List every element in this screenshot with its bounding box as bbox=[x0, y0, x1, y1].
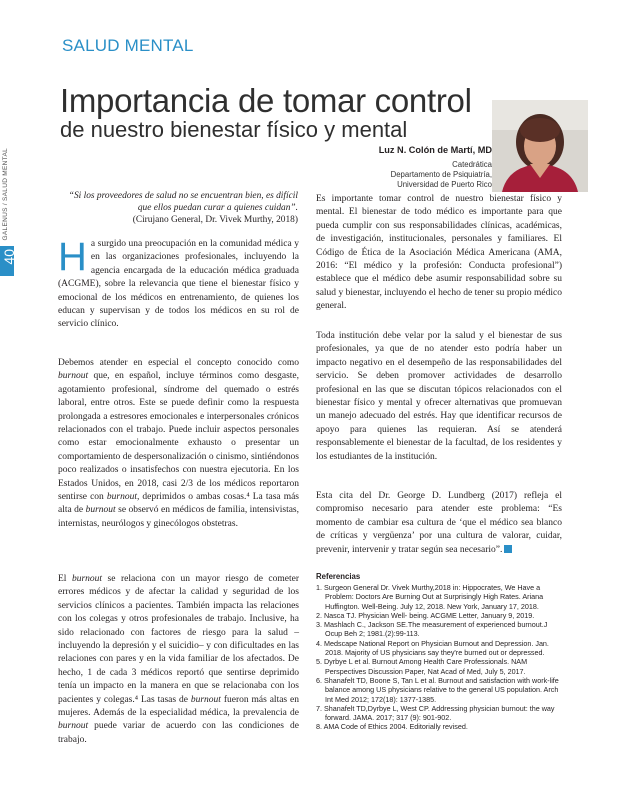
column-2-para-3 bbox=[316, 490, 562, 557]
reference-item: 1. Surgeon General Dr. Vivek Murthy,2018 in: Hippocrates, We Have a Problem: Doctors Are Burning Out at Surprisingly High Rates. Ariana Huffington. Well-Being. July 12, 2018. New York, January 17, 2018. bbox=[316, 583, 544, 611]
end-of-article-icon bbox=[504, 545, 512, 553]
author-institution: Universidad de Puerto Rico bbox=[397, 180, 492, 189]
reference-item: 5. Dyrbye L et al. Burnout Among Health Care Professionals. NAM Perspectives Discussion Paper, Nat Acad of Med, July 5, 2017. bbox=[316, 657, 528, 676]
author-photo bbox=[492, 100, 588, 192]
reference-item: 4. Medscape National Report on Physician Burnout and Depression. Jan. 2018. Majority of US physicians say they're burned out or depressed. bbox=[316, 638, 549, 658]
reference-item: 8. AMA Code of Ethics 2004. Editorially revised. bbox=[316, 722, 468, 732]
reference-item: 3. Mashlach C., Jackson SE.The measurement of experienced burnout.J Ocup Beh 2; 1981.(2):99-113. bbox=[316, 620, 548, 639]
text-run-italic: burnout bbox=[71, 574, 103, 584]
text-run: El bbox=[58, 574, 72, 584]
column-2-para-2: Toda institución debe velar por la salud y el bienestar de sus profesionales, ya que de no atender esto podría haber un impacto negativo en el desempeño de las responsabilidades del servicio. Se deben promover actividades de desarrollo profesional en las que se discutan tópicos relacionados con el bienestar físico y mental y ofrecer alternativas que promuevan un manejo adecuado del estrés. Hay que identificar recursos de apoyo para quienes las requieran. Así se atenderá responsablemente el bienestar de la facultad, de los residentes y los estudiantes de la institución. bbox=[316, 331, 562, 462]
reference-item: 6. Shanafelt TD, Boone S, Tan L et al. Burnout and satisfaction with work-life balance among US physicians relative to the general US population. Arch Int Med 2012; 172(18): 1377-1385. bbox=[316, 675, 559, 704]
author-portrait-icon bbox=[492, 100, 588, 192]
text-run-italic: burnout bbox=[58, 721, 89, 732]
text-run: fueron más altas en mujeres. Además de la especialidad médica, la prevalencia de bbox=[58, 694, 299, 719]
text-run: se observó en médicos de familia, intensivistas, internistas, neurólogos y ginecólogos obstetras. bbox=[58, 505, 299, 529]
column-1-para-1 bbox=[58, 235, 299, 332]
epigraph-quote bbox=[58, 190, 298, 226]
references-heading: Referencias bbox=[316, 572, 361, 581]
quote-attribution: (Cirujano General, Dr. Vivek Murthy, 2018) bbox=[132, 215, 298, 225]
reference-item: 2. Nasca TJ. Physician Well- being. ACGME Letter, January 9, 2019. bbox=[316, 610, 535, 620]
text-run: , deprimidos o ambas cosas.⁴ La tasa más alta de bbox=[58, 492, 299, 516]
text-run: puede variar de acuerdo con las condiciones de trabajo. bbox=[58, 721, 299, 745]
quote-text: “Si los proveedores de salud no se encuentran bien, es difícil que ellos puedan curar a quienes cuidan”. bbox=[68, 191, 298, 213]
article-subtitle: de nuestro bienestar físico y mental bbox=[60, 117, 408, 142]
references-list bbox=[316, 583, 564, 732]
text-run-italic: burnout bbox=[190, 694, 221, 705]
author-department: Departamento de Psiquiatría, bbox=[390, 170, 492, 179]
text-run-italic: burnout bbox=[58, 371, 89, 382]
section-label: SALUD MENTAL bbox=[62, 36, 194, 55]
column-1-para-3 bbox=[58, 573, 299, 747]
text-run-italic: burnout bbox=[106, 492, 137, 503]
author-name: Luz N. Colón de Martí, MD bbox=[378, 145, 492, 155]
side-running-label: GALENUS / SALUD MENTAL bbox=[2, 148, 9, 241]
text-run: Esta cita del Dr. George D. Lundberg (2017) refleja el compromiso necesario para atender este problema: “Es momento de cambiar esa cultura de ‘que el médico sea blanco de críticas y vergüenza’ por una cultura de valorar, cuidar, prevenir, intervenir y tratar según sea necesario”. bbox=[316, 491, 562, 555]
text-run: se relaciona con un mayor riesgo de cometer errores médicos y de afectar la calidad y seguridad de los servicios clínicos a pacientes. También impacta las relaciones con los colegas y otros profesionales de trabajo. Inclusive, ha sido relacionado con factores de riesgo para la salud –incluyendo la depresión y el suicidio– y con dificultades en las relaciones con pares y en la vida familiar de los afectados. De hecho, 1 de cada 3 médicos reportó que sentirse deprimido tenía un impacto en la manera en que se relacionaba con los pacientes y colegas.⁴ Las tasas de bbox=[58, 574, 300, 705]
reference-item: 7. Shanafelt TD,Dyrbye L, West CP. Addressing physician burnout: the way forward. JAMA. 2017; 317 (9): 901-902. bbox=[316, 703, 555, 723]
column-2-para-1: Es importante tomar control de nuestro bienestar físico y mental. El bienestar de todo médico es importante para que pueda cumplir con sus responsabilidades clínicas, académicas, de investigación, institucionales, personales y familiares. El Código de Ética de la Asociación Médica Americana (AMA, 2016: “El médico y la profesión: Conducta profesional”) establece que el médico debe asumir responsabilidad sobre su salud y bienestar, incluyendo el hecho de tener su propio médico general. bbox=[316, 194, 562, 312]
text-run: que, en español, incluye términos como desgaste, agotamiento profesional, síndrome del quemado o estrés laboral, entre otros. Este se puede definir como la respuesta prolongada a estresores emocionales e interpersonales crónicos relacionados con el trabajo. Puede incluir aspectos personales como estar emocionalmente exhausto o presentar un comportamiento de despersonalización o cinismo, sintiéndonos poco realizados o insatisfechos con nuestra ejecutoria. En los Estados Unidos, en 2018, casi 2/3 de los médicos reportaron sentirse con bbox=[58, 371, 299, 503]
page-number: 40 bbox=[1, 249, 17, 265]
drop-cap: H bbox=[58, 235, 87, 279]
para-text: a surgido una preocupación en la comunidad médica y en las organizaciones profesionales, incluyendo la agencia encargada de la educación médica graduada (ACGME), sobre la relevancia que tiene el bienestar físico y emocional de los médicos en entrenamiento, de quienes los educan y supervisan y de todos los médicos en su rol de servicio clínico. bbox=[58, 239, 299, 330]
text-run-italic: burnout bbox=[85, 505, 116, 516]
text-run: Debemos atender en especial el concepto conocido como bbox=[58, 358, 299, 368]
column-1-para-2 bbox=[58, 357, 299, 531]
author-affiliation bbox=[391, 160, 492, 190]
author-role: Catedrática bbox=[452, 160, 492, 169]
article-title: Importancia de tomar control bbox=[60, 82, 472, 119]
